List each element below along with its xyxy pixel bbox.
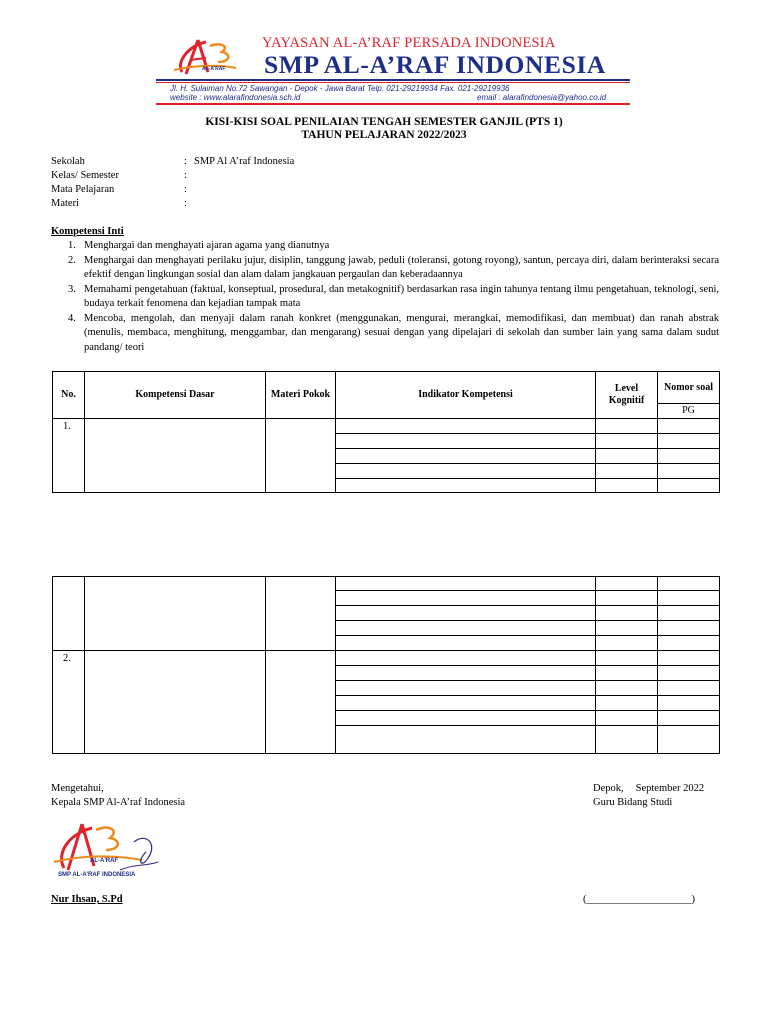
level-cell — [596, 636, 658, 651]
letterhead-rule — [156, 79, 630, 81]
header-indikator: Indikator Kompetensi — [336, 372, 596, 419]
info-separator: : — [184, 156, 187, 167]
level-cell — [596, 591, 658, 606]
indikator-cell — [336, 726, 596, 754]
pg-cell — [658, 479, 720, 493]
list-text: Menghargai dan menghayati ajaran agama yang dianutnya — [84, 240, 330, 251]
info-label: Materi — [51, 198, 79, 209]
indikator-cell — [336, 434, 596, 449]
list-text: Menghargai dan menghayati perilaku jujur, disiplin, tanggung jawab, peduli (toleransi, gotong royong), santun, percaya diri, dalam berinteraksi secara efektif dengan lingkungan sosial dan alam dalam jangkauan pergaulan dan keberadaannya — [84, 254, 719, 280]
kd-cell — [85, 651, 266, 754]
indikator-cell — [336, 711, 596, 726]
indikator-cell — [336, 419, 596, 434]
info-separator: : — [184, 198, 187, 209]
pg-cell — [658, 726, 720, 754]
letterhead-rule — [156, 82, 630, 83]
level-cell — [596, 464, 658, 479]
materi-cell — [266, 577, 336, 651]
indikator-cell — [336, 666, 596, 681]
school-website: website : www.alarafindonesia.sch.id — [170, 93, 301, 102]
list-item — [51, 283, 719, 312]
pg-cell — [658, 606, 720, 621]
kisi-kisi-table-continued — [52, 576, 720, 754]
school-stamp — [50, 818, 162, 884]
pg-cell — [658, 651, 720, 666]
level-cell — [596, 666, 658, 681]
indikator-cell — [336, 681, 596, 696]
header-nomor-soal: Nomor soal — [658, 372, 720, 404]
level-cell — [596, 606, 658, 621]
info-value: SMP Al A’raf Indonesia — [194, 156, 295, 167]
stamp-logo-text: AL-A'RAF — [90, 858, 119, 864]
level-cell — [596, 577, 658, 591]
school-logo — [170, 36, 248, 80]
level-cell — [596, 696, 658, 711]
sig-date: September 2022 — [635, 783, 705, 794]
kd-cell — [85, 577, 266, 651]
school-email: email : alarafindonesia@yahoo.co.id — [477, 93, 607, 102]
row-number — [53, 577, 85, 651]
sig-place-date — [593, 783, 704, 794]
info-label: Kelas/ Semester — [51, 170, 119, 181]
school-name: SMP AL-A’RAF INDONESIA — [264, 50, 606, 79]
letterhead-rule — [156, 103, 630, 105]
pg-cell — [658, 464, 720, 479]
kompetensi-inti-list — [51, 239, 719, 355]
indikator-cell — [336, 696, 596, 711]
materi-cell — [266, 419, 336, 493]
level-cell — [596, 651, 658, 666]
pg-cell — [658, 681, 720, 696]
materi-cell — [266, 651, 336, 754]
sig-acknowledged: Mengetahui, — [51, 783, 104, 794]
indikator-cell — [336, 479, 596, 493]
pg-cell — [658, 449, 720, 464]
sig-principal-title: Kepala SMP Al-A’raf Indonesia — [51, 797, 186, 808]
pg-cell — [658, 577, 720, 591]
signature-stroke — [120, 862, 158, 870]
pg-cell — [658, 636, 720, 651]
pg-cell — [658, 419, 720, 434]
indikator-cell — [336, 651, 596, 666]
list-item — [51, 239, 719, 254]
indikator-cell — [336, 577, 596, 591]
document-title: KISI-KISI SOAL PENILAIAN TENGAH SEMESTER GANJIL (PTS 1) — [205, 116, 563, 128]
stamp-school-text: SMP AL-A’RAF INDONESIA — [58, 872, 136, 878]
level-cell — [596, 681, 658, 696]
indikator-cell — [336, 464, 596, 479]
list-number: 1. — [68, 240, 76, 251]
info-separator: : — [184, 170, 187, 181]
list-number: 3. — [68, 283, 76, 295]
level-cell — [596, 726, 658, 754]
level-cell — [596, 621, 658, 636]
header-pg: PG — [658, 404, 720, 419]
header-kompetensi-dasar: Kompetensi Dasar — [85, 372, 266, 419]
logo-text: AL-A'RAF — [202, 66, 226, 72]
indikator-cell — [336, 621, 596, 636]
list-text: Mencoba, mengolah, dan menyaji dalam ranah konkret (menggunakan, mengurai, merangkai, memodifikasi, dan membuat) dan ranah abstrak (menulis, membaca, menghitung, menggambar, dan mengarang) sesuai dengan yang dipelajari di sekolah dan sumber lain yang sama dalam sudut pandang/ teori — [84, 312, 719, 353]
list-item — [51, 312, 719, 356]
pg-cell — [658, 621, 720, 636]
info-row — [51, 156, 294, 167]
pg-cell — [658, 434, 720, 449]
info-label: Mata Pelajaran — [51, 184, 115, 195]
info-row — [51, 170, 194, 181]
header-no: No. — [53, 372, 85, 419]
pg-cell — [658, 711, 720, 726]
indikator-cell — [336, 449, 596, 464]
list-number: 2. — [68, 254, 76, 266]
pg-cell — [658, 591, 720, 606]
sig-place: Depok, — [593, 783, 624, 794]
academic-year: TAHUN PELAJARAN 2022/2023 — [301, 129, 467, 141]
indikator-cell — [336, 591, 596, 606]
kd-cell — [85, 419, 266, 493]
header-materi-pokok: Materi Pokok — [266, 372, 336, 419]
sig-teacher-title: Guru Bidang Studi — [593, 797, 673, 808]
principal-name: Nur Ihsan, S.Pd — [51, 894, 123, 905]
info-row — [51, 184, 194, 195]
pg-cell — [658, 666, 720, 681]
info-row — [51, 198, 194, 209]
kompetensi-inti-heading: Kompetensi Inti — [51, 226, 124, 237]
indikator-cell — [336, 636, 596, 651]
list-number: 4. — [68, 312, 76, 324]
school-address: Jl. H. Sulaiman No.72 Sawangan - Depok - Jawa Barat Telp. 021-29219934 Fax. 021-29219936 — [170, 84, 510, 93]
list-text: Memahami pengetahuan (faktual, konseptual, prosedural, dan metakognitif) berdasarkan rasa ingin tahunya tentang ilmu pengetahuan, teknologi, seni, budaya terkait fenomena dan kejadian tampak mata — [84, 283, 719, 309]
row-number: 2. — [53, 651, 85, 754]
info-separator: : — [184, 184, 187, 195]
header-level-kognitif: Level Kognitif — [596, 372, 658, 419]
pg-cell — [658, 696, 720, 711]
level-cell — [596, 449, 658, 464]
foundation-name: YAYASAN AL-A’RAF PERSADA INDONESIA — [262, 35, 556, 51]
level-cell — [596, 419, 658, 434]
kisi-kisi-table — [52, 371, 720, 493]
row-number: 1. — [53, 419, 85, 493]
level-cell — [596, 711, 658, 726]
level-cell — [596, 434, 658, 449]
list-item — [51, 254, 719, 283]
teacher-name-placeholder: (____________________) — [583, 894, 695, 905]
info-label: Sekolah — [51, 156, 85, 167]
level-cell — [596, 479, 658, 493]
indikator-cell — [336, 606, 596, 621]
